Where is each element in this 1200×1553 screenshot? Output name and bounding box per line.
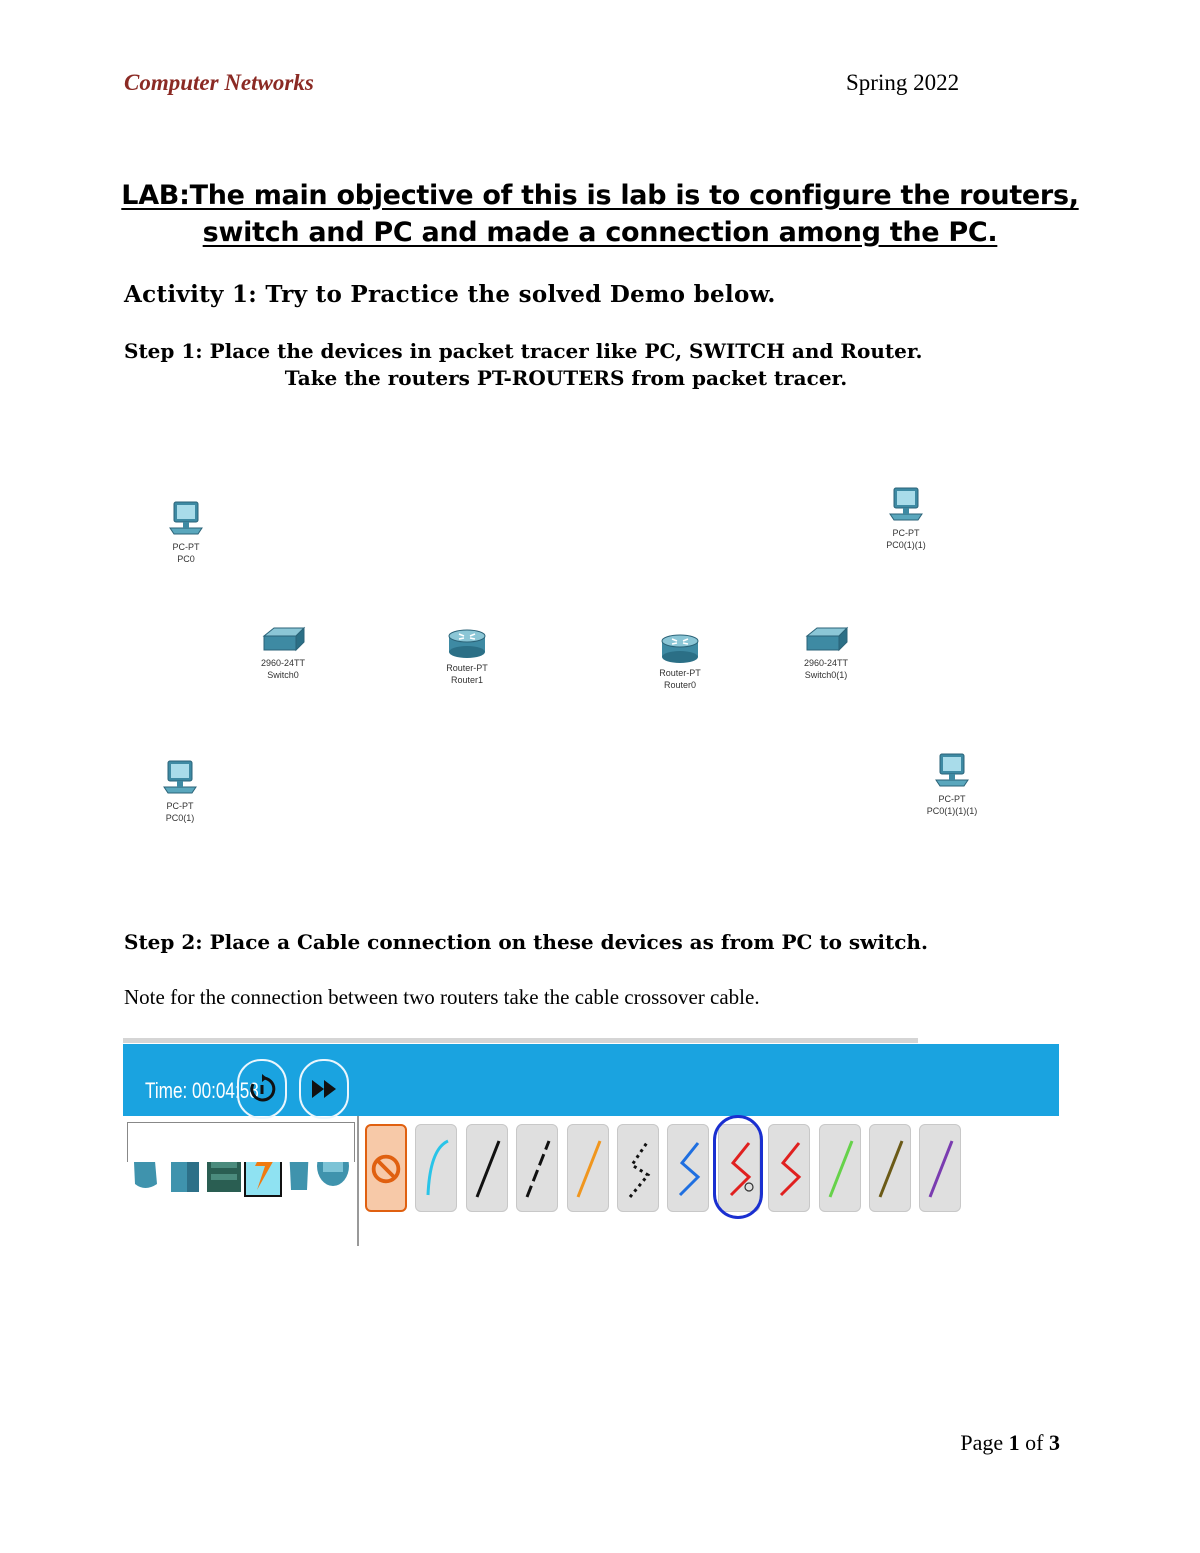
device-name: PC0(1)(1)(1): [926, 806, 978, 816]
power-cycle-icon: [247, 1072, 277, 1106]
simulation-time: Time: 00:04:58: [145, 1078, 259, 1103]
copper-straight-through-cable-icon: [467, 1125, 507, 1211]
lab-title-line2: switch and PC and made a connection among the PC.: [202, 217, 998, 248]
device-model: PC-PT: [166, 801, 194, 811]
step1-line1: Step 1: Place the devices in packet tracer like PC, SWITCH and Router.: [124, 339, 923, 363]
footer-middle: of: [1019, 1430, 1049, 1455]
pc-icon: [886, 486, 926, 524]
serial-dte-cable-icon: [769, 1125, 809, 1211]
cable-serial-dte-button[interactable]: [768, 1124, 810, 1212]
packet-tracer-toolbar: [123, 1038, 1059, 1246]
fast-forward-icon: [310, 1078, 338, 1100]
device-name: PC0(1): [165, 813, 195, 823]
device-model: PC-PT: [892, 528, 920, 538]
cable-octal-button[interactable]: [819, 1124, 861, 1212]
cable-coaxial-button[interactable]: [667, 1124, 709, 1212]
automatic-cable-icon: [367, 1125, 405, 1211]
device-model: 2960-24TT: [260, 658, 306, 668]
panel-divider: [357, 1116, 359, 1246]
page-footer: [900, 1430, 1060, 1456]
device-router1[interactable]: [407, 627, 527, 686]
device-model: Router-PT: [446, 663, 488, 673]
fiber-cable-icon: [568, 1125, 608, 1211]
cable-copper-cross-over-button[interactable]: [516, 1124, 558, 1212]
switch-icon: [803, 626, 849, 654]
device-name: PC0(1)(1): [886, 540, 926, 550]
cable-phone-button[interactable]: [617, 1124, 659, 1212]
device-model: 2960-24TT: [803, 658, 849, 668]
console-cable-icon: [416, 1125, 456, 1211]
octal-cable-icon: [820, 1125, 860, 1211]
lab-title-line1: LAB:The main objective of this is lab is to configure the routers,: [121, 180, 1079, 211]
pc-icon: [166, 500, 206, 538]
copper-cross-over-cable-icon: [517, 1125, 557, 1211]
coaxial-cable-icon: [668, 1125, 708, 1211]
footer-prefix: Page: [960, 1430, 1009, 1455]
cable-serial-dce-button[interactable]: [718, 1124, 760, 1212]
phone-cable-icon: [618, 1125, 658, 1211]
step1-line2: Take the routers PT-ROUTERS from packet tracer.: [284, 366, 848, 390]
selected-cable-highlight: [713, 1115, 763, 1219]
device-name: Switch0(1): [804, 670, 848, 680]
device-pc0-1-1-1[interactable]: [892, 752, 1012, 817]
device-router0[interactable]: [620, 632, 740, 691]
pc-icon: [932, 752, 972, 790]
header-course: Computer Networks: [124, 70, 314, 95]
cable-automatic-button[interactable]: [365, 1124, 407, 1212]
page-total: 3: [1049, 1430, 1060, 1455]
device-pc0-1[interactable]: [120, 759, 240, 824]
cable-copper-straight-through-button[interactable]: [466, 1124, 508, 1212]
iot-custom-cable-icon: [870, 1125, 910, 1211]
toolbar-top-line: [123, 1038, 918, 1043]
switch-icon: [260, 626, 306, 654]
device-name: Switch0: [267, 670, 299, 680]
cable-iot-custom-button[interactable]: [869, 1124, 911, 1212]
device-model: PC-PT: [172, 542, 200, 552]
pc-icon: [160, 759, 200, 797]
cable-usb-button[interactable]: [919, 1124, 961, 1212]
device-pc0-1-1[interactable]: [846, 486, 966, 551]
cable-console-button[interactable]: [415, 1124, 457, 1212]
power-cycle-button[interactable]: [237, 1059, 287, 1119]
device-name: PC0: [177, 554, 195, 564]
page-current: 1: [1008, 1430, 1020, 1455]
device-model: Router-PT: [659, 668, 701, 678]
note-text: Note for the connection between two routers take the cable crossover cable.: [124, 985, 760, 1009]
device-list-box[interactable]: [127, 1122, 355, 1162]
router-icon: [445, 627, 489, 659]
device-name: Router1: [450, 675, 484, 685]
usb-cable-icon: [920, 1125, 960, 1211]
device-switch0[interactable]: [223, 626, 343, 681]
activity-heading: Activity 1: Try to Practice the solved Demo below.: [124, 281, 776, 308]
fast-forward-button[interactable]: [299, 1059, 349, 1119]
device-pc0[interactable]: [126, 500, 246, 565]
device-switch0-1[interactable]: [766, 626, 886, 681]
device-name: Router0: [663, 680, 697, 690]
simulation-bar: [123, 1044, 1059, 1116]
device-model: PC-PT: [938, 794, 966, 804]
router-icon: [658, 632, 702, 664]
header-term: Spring 2022: [846, 70, 960, 95]
cable-fiber-button[interactable]: [567, 1124, 609, 1212]
step2-text: Step 2: Place a Cable connection on these devices as from PC to switch.: [124, 930, 928, 954]
